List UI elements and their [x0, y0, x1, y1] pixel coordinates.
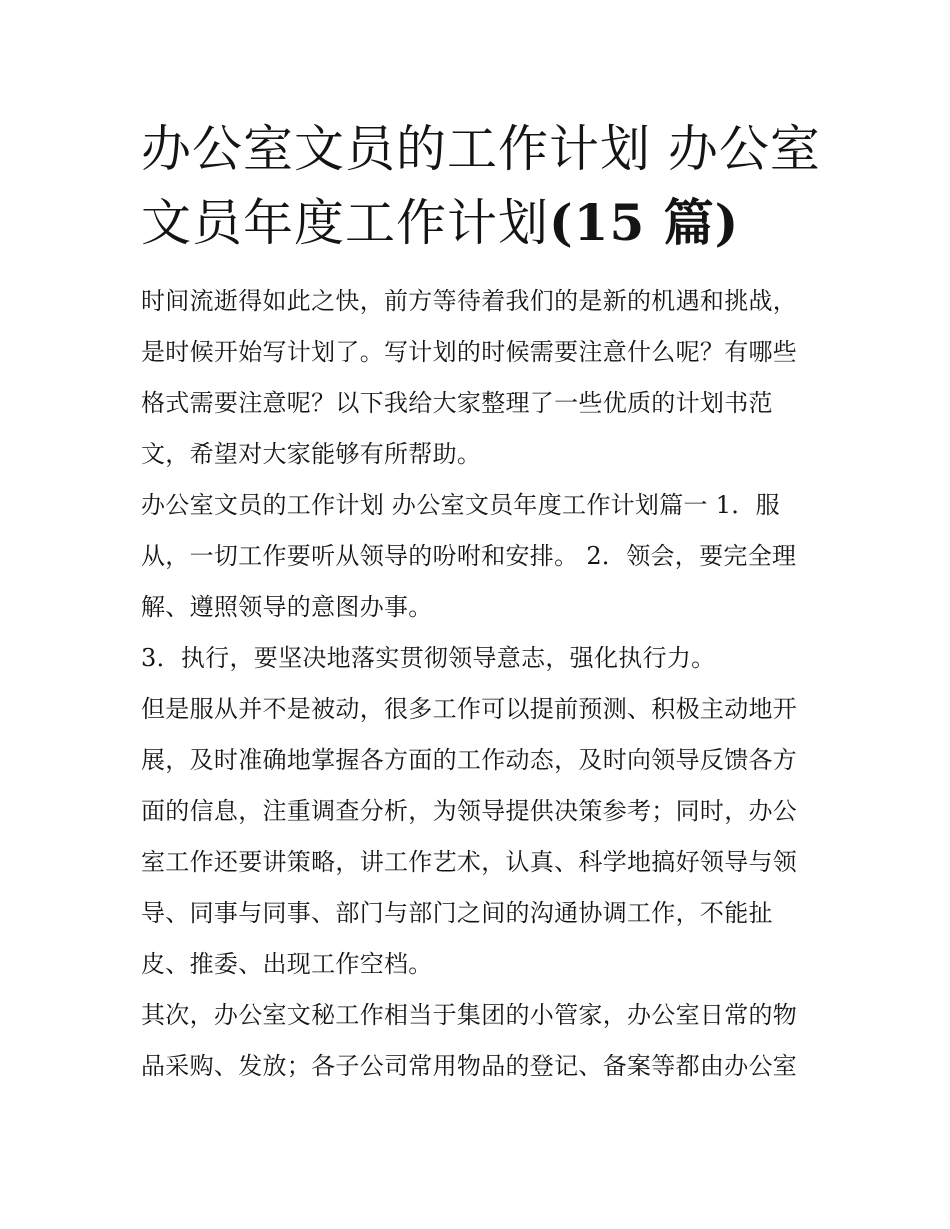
text-line: 面的信息，注重调查分析，为领导提供决策参考；同时，办公: [141, 797, 798, 825]
text-line: 文，希望对大家能够有所帮助。: [141, 440, 482, 468]
text-line: 展，及时准确地掌握各方面的工作动态，及时向领导反馈各方: [141, 746, 798, 774]
paragraph-proactive: [141, 684, 821, 990]
title-count: (15 篇): [549, 193, 740, 252]
paragraph-housekeeper: [141, 990, 821, 1092]
title-line: 办公室文员的工作计划 办公室: [141, 120, 821, 178]
text-line: 其次，办公室文秘工作相当于集团的小管家，办公室日常的物: [141, 1001, 798, 1029]
text-line: 品采购、发放；各子公司常用物品的登记、备案等都由办公室: [141, 1052, 798, 1080]
text-line: 室工作还要讲策略，讲工作艺术，认真、科学地搞好领导与领: [141, 848, 798, 876]
paragraph-section-one: [141, 480, 821, 633]
text-line: 格式需要注意呢？以下我给大家整理了一些优质的计划书范: [141, 389, 773, 417]
title-line-text: 文员年度工作计划: [141, 194, 549, 252]
paragraph-intro: [141, 276, 821, 480]
text-line: 皮、推委、出现工作空档。: [141, 950, 433, 978]
text-line: 解、遵照领导的意图办事。: [141, 593, 433, 621]
text-line: 是时候开始写计划了。写计划的时候需要注意什么呢？有哪些: [141, 338, 798, 366]
paragraph-execute: [141, 633, 821, 684]
text-line: 但是服从并不是被动，很多工作可以提前预测、积极主动地开: [141, 695, 798, 723]
text-line: 从，一切工作要听从领导的吩咐和安排。 2．领会，要完全理: [141, 542, 797, 570]
title-line: [141, 186, 831, 260]
text-line: 3．执行，要坚决地落实贯彻领导意志，强化执行力。: [141, 644, 716, 672]
document-title: [141, 112, 831, 260]
text-line: 导、同事与同事、部门与部门之间的沟通协调工作，不能扯: [141, 899, 773, 927]
document-body: [141, 276, 821, 1092]
text-line: 时间流逝得如此之快，前方等待着我们的是新的机遇和挑战，: [141, 287, 798, 315]
text-line: 办公室文员的工作计划 办公室文员年度工作计划篇一 1．服: [141, 491, 780, 519]
